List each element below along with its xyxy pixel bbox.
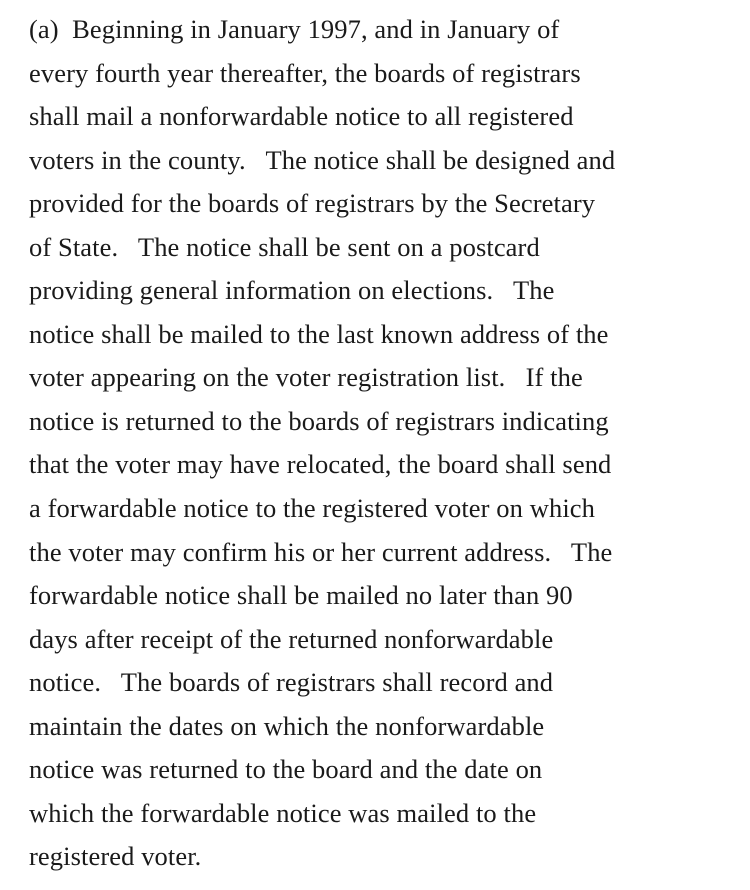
paragraph-line: maintain the dates on which the nonforwardable xyxy=(29,710,545,741)
paragraph-line: notice. The boards of registrars shall record and xyxy=(29,667,554,698)
paragraph-line: registered voter. xyxy=(29,841,202,872)
paragraph-line: which the forwardable notice was mailed to the xyxy=(29,797,537,828)
paragraph-line: (a) Beginning in January 1997, and in January of xyxy=(29,14,560,44)
paragraph-line: a forwardable notice to the registered voter on which xyxy=(29,493,595,524)
paragraph-line: provided for the boards of registrars by the Secretary xyxy=(29,188,596,219)
paragraph-line: shall mail a nonforwardable notice to all registered xyxy=(29,101,574,132)
paragraph-line: voters in the county. The notice shall be designed and xyxy=(29,144,616,175)
paragraph-line: notice is returned to the boards of registrars indicating xyxy=(29,405,609,436)
paragraph-line: providing general information on elections. The xyxy=(29,275,555,306)
paragraph-line: that the voter may have relocated, the board shall send xyxy=(29,449,612,480)
paragraph-line: of State. The notice shall be sent on a postcard xyxy=(29,231,540,262)
paragraph-line: the voter may confirm his or her current address. The xyxy=(29,536,613,567)
paragraph-line: days after receipt of the returned nonforwardable xyxy=(29,623,554,654)
paragraph-line: every fourth year thereafter, the boards of registrars xyxy=(29,57,581,88)
paragraph-line: voter appearing on the voter registration list. If the xyxy=(29,362,583,393)
paragraph-line: forwardable notice shall be mailed no later than 90 xyxy=(29,580,573,611)
statute-paragraph xyxy=(29,8,729,879)
paragraph-line: notice was returned to the board and the date on xyxy=(29,754,543,785)
paragraph-line: notice shall be mailed to the last known address of the xyxy=(29,318,609,349)
